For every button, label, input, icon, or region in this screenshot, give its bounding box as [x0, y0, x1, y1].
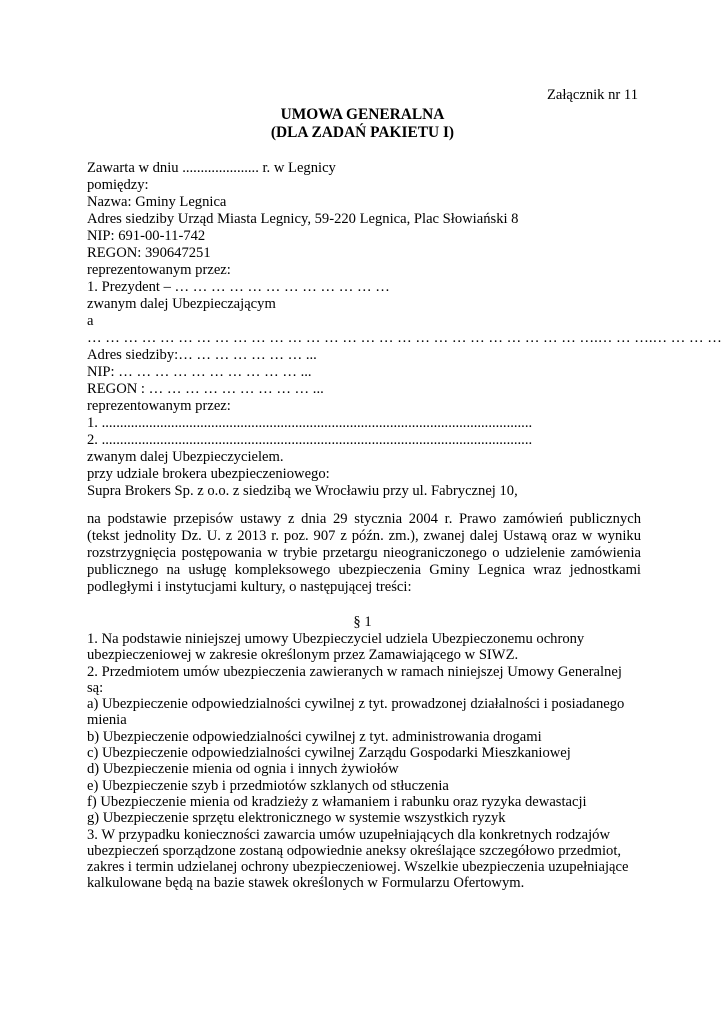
section-line: d) Ubezpieczenie mienia od ognia i innych żywiołów [87, 761, 399, 778]
intro-paragraph [87, 511, 641, 596]
header-line: Adres siedziby:… … … … … … … ... [87, 347, 317, 363]
section-mark: § 1 [353, 614, 372, 630]
section-line: c) Ubezpieczenie odpowiedzialności cywilnej Zarządu Gospodarki Mieszkaniowej [87, 745, 571, 762]
header-line: … … … … … … … … … … … … … … … … … … … … … … … … … … … ….… … ….… … … … [87, 330, 722, 346]
section-line: mienia [87, 712, 127, 729]
intro-line: (tekst jednolity Dz. U. z 2013 r. poz. 907 z późn. zm.), zwanej dalej Ustawą oraz w wyniku [87, 528, 641, 544]
attachment-number: Załącznik nr 11 [546, 87, 638, 103]
intro-line: podległymi i instytucjami kultury, o następującej treści: [87, 579, 412, 595]
header-line: REGON : … … … … … … … … … ... [87, 381, 324, 397]
header-line: Zawarta w dniu ..................... r. w Legnicy [87, 160, 336, 176]
title-line-2: (DLA ZADAŃ PAKIETU I) [270, 124, 455, 141]
section-line: e) Ubezpieczenie szyb i przedmiotów szklanych od stłuczenia [87, 777, 449, 794]
header-line: REGON: 390647251 [87, 245, 211, 261]
header-line: reprezentowanym przez: [87, 398, 231, 414]
header-line: zwanym dalej Ubezpieczającym [87, 296, 276, 312]
section-line: ubezpieczeń sporządzone zostaną odpowiednie aneksy określające szczegółowo przedmiot, [87, 842, 622, 859]
section-line: kalkulowane będą na bazie stawek określonych w Formularzu Ofertowym. [87, 875, 525, 892]
section-line: f) Ubezpieczenie mienia od kradzieży z włamaniem i rabunku oraz ryzyka dewastacji [87, 793, 587, 810]
header-line: pomiędzy: [87, 177, 149, 193]
header-line: 2. ...................................................................................................................... [87, 432, 533, 448]
document-title [0, 106, 725, 142]
header-line: zwanym dalej Ubezpieczycielem. [87, 449, 284, 465]
header-line: Supra Brokers Sp. z o.o. z siedzibą we Wrocławiu przy ul. Fabrycznej 10, [87, 483, 518, 499]
header-line: NIP: 691-00-11-742 [87, 228, 206, 244]
section-line: b) Ubezpieczenie odpowiedzialności cywilnej z tyt. administrowania drogami [87, 728, 542, 745]
section-line: 2. Przedmiotem umów ubezpieczenia zawieranych w ramach niniejszej Umowy Generalnej [87, 663, 622, 680]
title-line-1: UMOWA GENERALNA [280, 106, 445, 123]
header-line: NIP: … … … … … … … … … … ... [87, 364, 312, 380]
intro-line: na podstawie przepisów ustawy z dnia 29 stycznia 2004 r. Prawo zamówień publicznych [87, 511, 641, 527]
header-line: przy udziale brokera ubezpieczeniowego: [87, 466, 330, 482]
parties-block [87, 160, 722, 500]
section-line: 3. W przypadku konieczności zawarcia umów uzupełniających dla konkretnych rodzajów [87, 826, 611, 843]
header-line: a [87, 313, 94, 329]
section-line: ubezpieczeniowej w zakresie określonym przez Zamawiającego w SIWZ. [87, 647, 519, 664]
section-1-body [87, 631, 647, 892]
section-line: zakres i termin udzielanej ochrony ubezpieczeniowej. Wszelkie ubezpieczenia uzupełniające [87, 859, 629, 876]
intro-line: rozstrzygnięcia postępowania w trybie przetargu nieograniczonego o udzielenie zamówienia [87, 545, 641, 561]
header-line: 1. ...................................................................................................................... [87, 415, 533, 431]
section-line: 1. Na podstawie niniejszej umowy Ubezpieczyciel udziela Ubezpieczonemu ochrony [87, 631, 585, 647]
section-line: są: [87, 679, 104, 696]
header-line: Adres siedziby Urząd Miasta Legnicy, 59-220 Legnica, Plac Słowiański 8 [87, 211, 519, 227]
header-line: 1. Prezydent – … … … … … … … … … … … … [87, 279, 390, 295]
header-line: reprezentowanym przez: [87, 262, 231, 278]
section-line: g) Ubezpieczenie sprzętu elektronicznego w systemie wszystkich ryzyk [87, 810, 506, 827]
section-line: a) Ubezpieczenie odpowiedzialności cywilnej z tyt. prowadzonej działalności i posiadanego [87, 696, 625, 713]
intro-line: publicznego na usługę kompleksowego ubezpieczenia Gminy Legnica wraz jednostkami [87, 562, 641, 578]
header-line: Nazwa: Gminy Legnica [87, 194, 227, 210]
